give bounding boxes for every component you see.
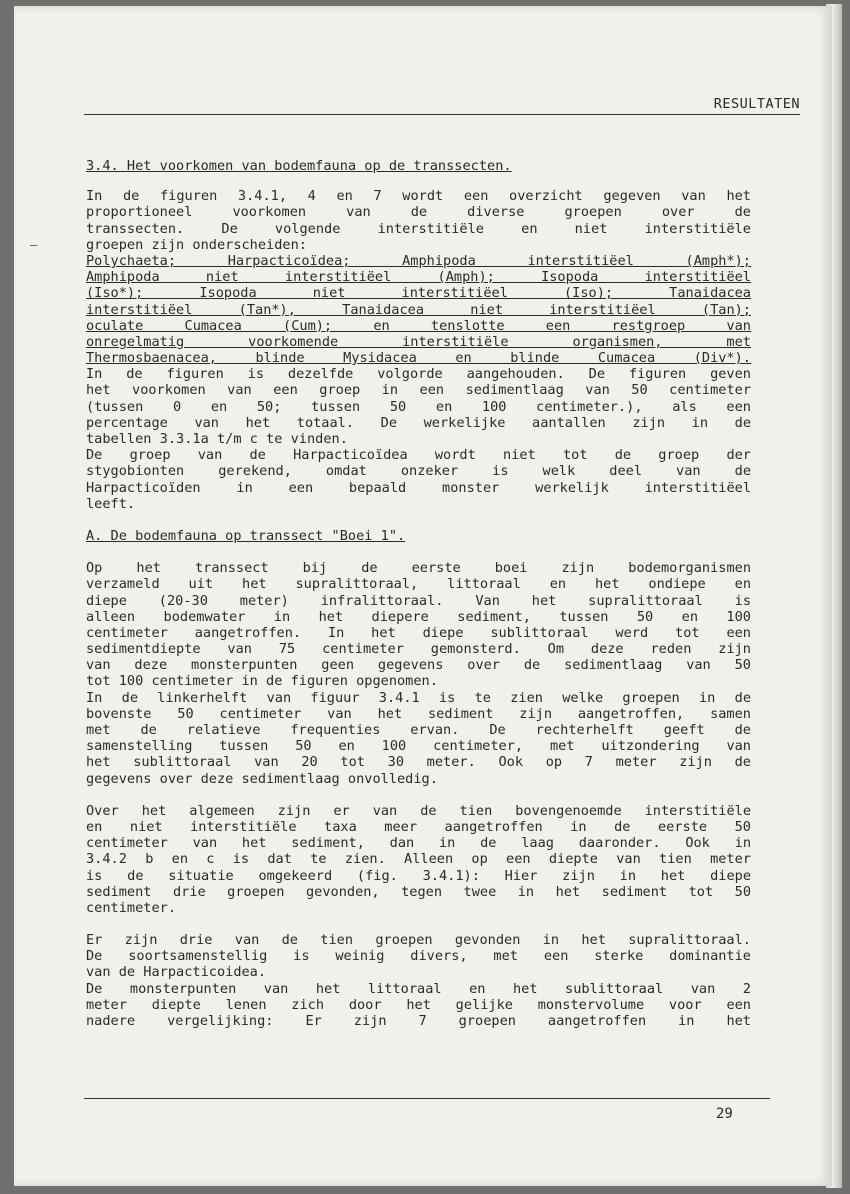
text-line: In de linkerhelft van figuur 3.4.1 is te zien welke groepen in de xyxy=(86,689,751,706)
text-line: oculate Cumacea (Cum); en tenslotte een restgroep van xyxy=(86,317,751,334)
text-line: (tussen 0 en 50; tussen 50 en 100 centimeter.), als een xyxy=(86,398,751,415)
page-number: 29 xyxy=(716,1106,733,1122)
subsection-heading xyxy=(86,528,751,544)
text-line: interstitiëel (Tan*), Tanaidacea niet interstitiëel (Tan); xyxy=(86,301,751,318)
text-line: tot 100 centimeter in de figuren opgenomen. xyxy=(86,673,438,690)
paragraph-transect-boei1 xyxy=(86,560,751,787)
header-rule xyxy=(84,114,800,115)
text-line: De monsterpunten van het littoraal en het sublittoraal van 2 xyxy=(86,980,751,997)
text-line: leeft. xyxy=(86,495,136,512)
text-line: De groep van de Harpacticoïdea wordt niet tot de groep der xyxy=(86,447,751,464)
text-line: De soortsamenstellig is weinig divers, met een sterke dominantie xyxy=(86,948,751,965)
text-line: het sublittoraal van 20 tot 30 meter. Ook op 7 meter zijn de xyxy=(86,754,751,771)
intro-paragraph xyxy=(86,188,751,512)
section-heading: 3.4. Het voorkomen van bodemfauna op de transsecten. xyxy=(86,158,512,174)
text-line: centimeter aangetroffen. In het diepe sublittoraal werd tot een xyxy=(86,624,751,641)
text-line: Op het transsect bij de eerste boei zijn bodemorganismen xyxy=(86,560,751,577)
paragraph-taxa-depth xyxy=(86,803,751,916)
text-line: centimeter. xyxy=(86,899,177,916)
text-line: samenstelling tussen 50 en 100 centimeter, met uitzondering van xyxy=(86,738,751,755)
page-content xyxy=(86,158,751,1029)
text-line: van de Harpacticoidea. xyxy=(86,964,267,981)
text-line: is de situatie omgekeerd (fig. 3.4.1): Hier zijn in het diepe xyxy=(86,867,751,884)
text-line: Thermosbaenacea, blinde Mysidacea en blinde Cumacea (Div*). xyxy=(86,350,751,367)
text-line: gegevens over deze sedimentlaag onvolledig. xyxy=(86,770,438,787)
text-line: met de relatieve frequenties ervan. De rechterhelft geeft de xyxy=(86,722,751,739)
text-line: proportioneel voorkomen van de diverse groepen over de xyxy=(86,204,751,221)
text-line: alleen bodemwater in het diepere sediment, tussen 50 en 100 xyxy=(86,608,751,625)
footer-rule xyxy=(84,1098,770,1099)
text-line: transsecten. De volgende interstitiële en niet interstitiële xyxy=(86,220,751,237)
subsection-heading-text: A. De bodemfauna op transsect "Boei 1". xyxy=(86,527,406,544)
text-line: Er zijn drie van de tien groepen gevonden in het supralittoraal. xyxy=(86,932,751,949)
paragraph-supralittoral xyxy=(86,932,751,1029)
text-line: Harpacticoïden in een bepaald monster werkelijk interstitiëel xyxy=(86,479,751,496)
text-line: 3.4.2 b en c is dat te zien. Alleen op een diepte van tien meter xyxy=(86,851,751,868)
text-line: van deze monsterpunten geen gegevens over de sedimentlaag van 50 xyxy=(86,657,751,674)
text-line: percentage van het totaal. De werkelijke aantallen zijn in de xyxy=(86,414,751,431)
text-line: en niet interstitiële taxa meer aangetroffen in de eerste 50 xyxy=(86,818,751,835)
running-header: RESULTATEN xyxy=(713,96,800,112)
text-line: Over het algemeen zijn er van de tien bovengenoemde interstitiële xyxy=(86,802,751,819)
text-line: het voorkomen van een groep in een sedimentlaag van 50 centimeter xyxy=(86,382,751,399)
text-line: meter diepte lenen zich door het gelijke monstervolume voor een xyxy=(86,996,751,1013)
text-line: sediment drie groepen gevonden, tegen twee in het sediment tot 50 xyxy=(86,883,751,900)
text-line: groepen zijn onderscheiden: xyxy=(86,236,307,253)
text-line: sedimentdiepte van 75 centimeter gemonsterd. Om deze reden zijn xyxy=(86,641,751,658)
margin-mark: — xyxy=(30,238,38,252)
text-line: verzameld uit het supralittoraal, littoraal en het ondiepe en xyxy=(86,576,751,593)
text-line: tabellen 3.3.1a t/m c te vinden. xyxy=(86,431,348,448)
text-line: stygobionten gerekend, omdat onzeker is welk deel van de xyxy=(86,463,751,480)
text-line: centimeter van het sediment, dan in de laag daaronder. Ook in xyxy=(86,835,751,852)
text-line: bovenste 50 centimeter van het sediment zijn aangetroffen, samen xyxy=(86,705,751,722)
text-line: Amphipoda niet interstitiëel (Amph); Isopoda interstitiëel xyxy=(86,269,751,286)
text-line: In de figuren 3.4.1, 4 en 7 wordt een overzicht gegeven van het xyxy=(86,188,751,205)
text-line: nadere vergelijking: Er zijn 7 groepen aangetroffen in het xyxy=(86,1013,751,1030)
text-line: onregelmatig voorkomende interstitiële organismen, met xyxy=(86,333,751,350)
text-line: In de figuren is dezelfde volgorde aangehouden. De figuren geven xyxy=(86,366,751,383)
text-line: (Iso*); Isopoda niet interstitiëel (Iso); Tanaidacea xyxy=(86,285,751,302)
text-line: Polychaeta; Harpacticoïdea; Amphipoda interstitiëel (Amph*); xyxy=(86,252,751,269)
text-line: diepe (20-30 meter) infralittoraal. Van het supralittoraal is xyxy=(86,592,751,609)
